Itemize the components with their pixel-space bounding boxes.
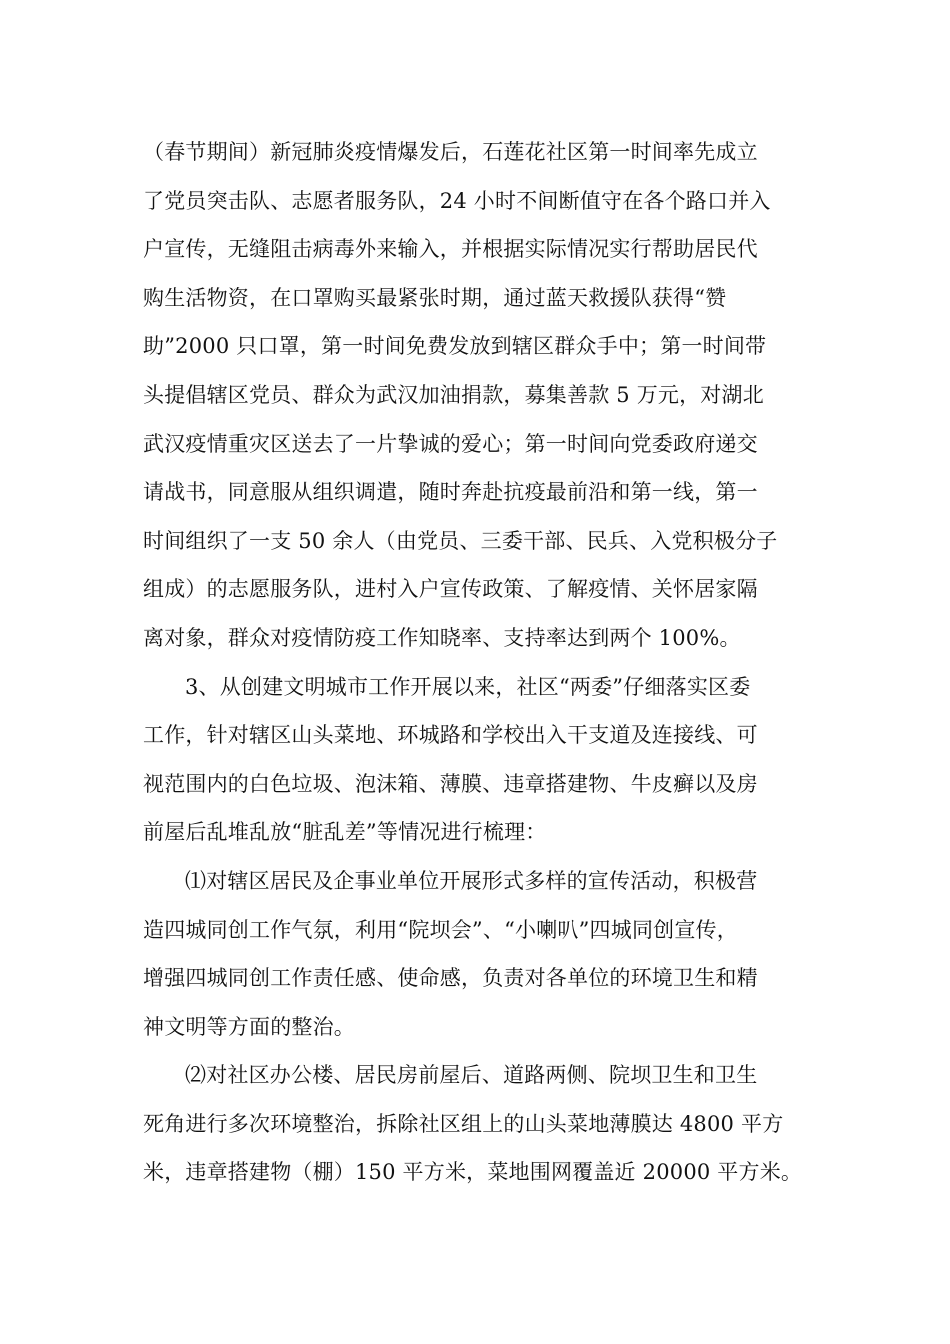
text-line: 死角进行多次环境整治，拆除社区组上的山头菜地薄膜达 4800 平方 bbox=[143, 1111, 784, 1136]
paragraph-civilized-city bbox=[143, 663, 823, 857]
text-line: （春节期间）新冠肺炎疫情爆发后，石莲花社区第一时间率先成立 bbox=[143, 140, 758, 164]
text-line: 离对象，群众对疫情防疫工作知晓率、支持率达到两个 100%。 bbox=[143, 625, 741, 650]
text-line: 组成）的志愿服务队，进村入户宣传政策、了解疫情、关怀居家隔 bbox=[143, 577, 758, 602]
text-line: 助”2000 只口罩，第一时间免费发放到辖区群众手中；第一时间带 bbox=[143, 334, 767, 359]
text-line: 米，违章搭建物（棚）150 平方米，菜地围网覆盖近 20000 平方米。 bbox=[143, 1160, 803, 1185]
text-line: 时间组织了一支 50 余人（由党员、三委干部、民兵、入党积极分子 bbox=[143, 528, 778, 553]
text-line: ⑴对辖区居民及企事业单位开展形式多样的宣传活动，积极营 bbox=[185, 868, 758, 893]
document-body bbox=[143, 128, 823, 1197]
text-line: ⑵对社区办公楼、居民房前屋后、道路两侧、院坝卫生和卫生 bbox=[185, 1063, 758, 1088]
text-line: 前屋后乱堆乱放“脏乱差”等情况进行梳理： bbox=[143, 820, 547, 845]
paragraph-item-1-publicity bbox=[143, 857, 823, 1051]
text-line: 了党员突击队、志愿者服务队，24 小时不间断值守在各个路口并入 bbox=[143, 188, 771, 213]
text-line: 工作，针对辖区山头菜地、环城路和学校出入干支道及连接线、可 bbox=[143, 723, 758, 748]
text-line: 增强四城同创工作责任感、使命感，负责对各单位的环境卫生和精 bbox=[143, 966, 758, 991]
text-line: 武汉疫情重灾区送去了一片挚诚的爱心；第一时间向党委政府递交 bbox=[143, 431, 758, 456]
paragraph-epidemic-response bbox=[143, 128, 823, 663]
text-line: 视范围内的白色垃圾、泡沫箱、薄膜、违章搭建物、牛皮癣以及房 bbox=[143, 771, 758, 796]
text-line: 神文明等方面的整治。 bbox=[143, 1014, 355, 1039]
paragraph-item-2-environment bbox=[143, 1051, 823, 1197]
text-line: 造四城同创工作气氛，利用“院坝会”、“小喇叭”四城同创宣传， bbox=[143, 917, 738, 942]
text-line: 请战书，同意服从组织调遣，随时奔赴抗疫最前沿和第一线，第一 bbox=[143, 480, 758, 505]
text-line: 户宣传，无缝阻击病毒外来输入，并根据实际情况实行帮助居民代 bbox=[143, 237, 758, 262]
text-line: 头提倡辖区党员、群众为武汉加油捐款，募集善款 5 万元，对湖北 bbox=[143, 382, 764, 407]
text-line: 购生活物资，在口罩购买最紧张时期，通过蓝天救援队获得“赞 bbox=[143, 285, 727, 310]
text-line: 3、从创建文明城市工作开展以来，社区“两委”仔细落实区委 bbox=[185, 674, 751, 699]
